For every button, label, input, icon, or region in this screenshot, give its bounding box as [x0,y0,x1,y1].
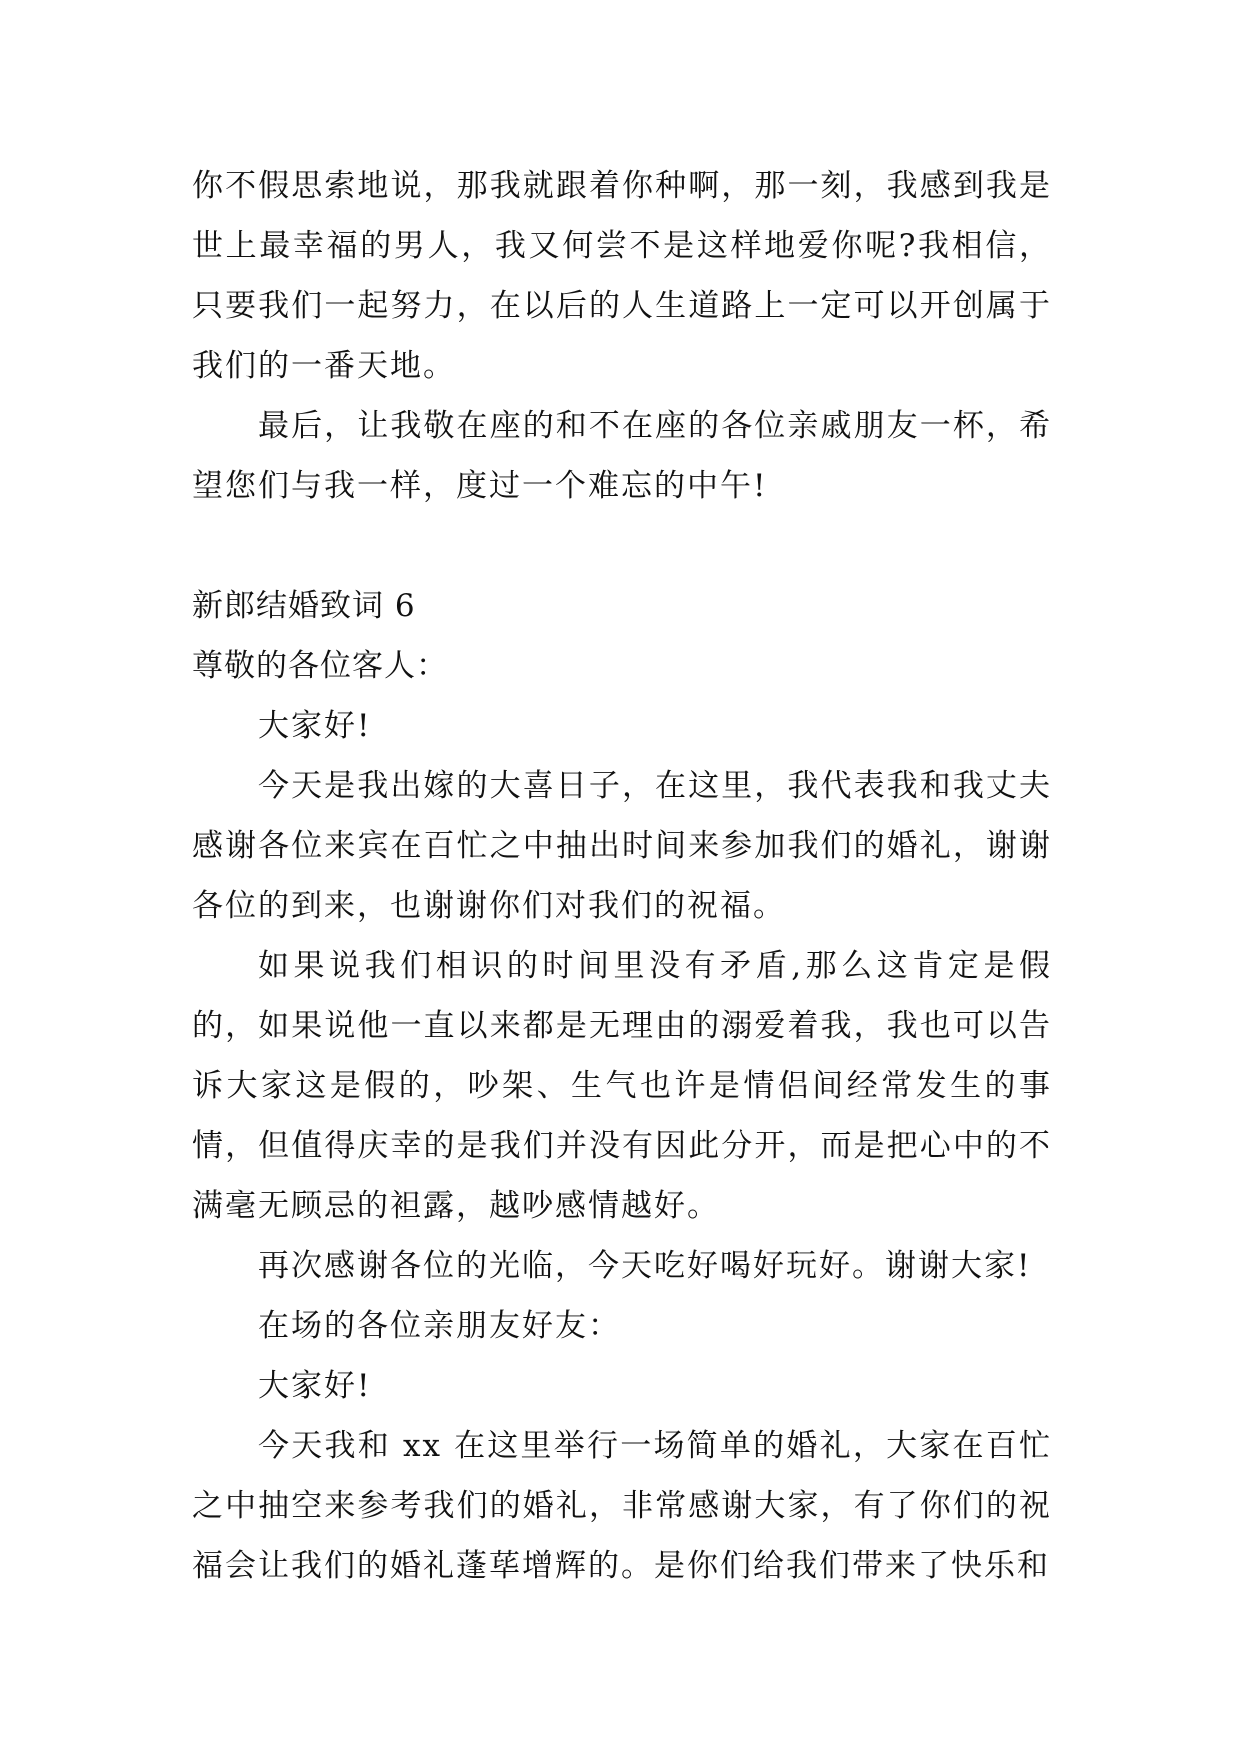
paragraph-toast: 最后，让我敬在座的和不在座的各位亲戚朋友一杯，希望您们与我一样，度过一个难忘的中午! [192,408,1052,504]
paragraph-continuation: 你不假思索地说，那我就跟着你种啊，那一刻，我感到我是世上最幸福的男人，我又何尝不是这样地爱你呢?我相信，只要我们一起努力，在以后的人生道路上一定可以开创属于我们的一番天地。 [192,168,1052,384]
salutation: 尊敬的各位客人： [192,648,448,684]
paragraph-greeting-2: 大家好! [258,1368,372,1404]
paragraph-wedding: 今天我和 xx 在这里举行一场简单的婚礼，大家在百忙之中抽空来参考我们的婚礼，非常感谢大家，有了你们的祝福会让我们的婚礼蓬荜增辉的。是你们给我们带来了快乐和 [192,1428,1052,1584]
paragraph-greeting: 大家好! [258,708,372,744]
paragraph-relationship: 如果说我们相识的时间里没有矛盾,那么这肯定是假的，如果说他一直以来都是无理由的溺爱着我，我也可以告诉大家这是假的，吵架、生气也许是情侣间经常发生的事情，但值得庆幸的是我们并没有因此分开，而是把心中的不满毫无顾忌的袒露，越吵感情越好。 [192,948,1052,1224]
paragraph-thanks: 今天是我出嫁的大喜日子，在这里，我代表我和我丈夫感谢各位来宾在百忙之中抽出时间来参加我们的婚礼，谢谢各位的到来，也谢谢你们对我们的祝福。 [192,768,1052,924]
section-gap [192,516,1052,576]
paragraph-closing-thanks: 再次感谢各位的光临，今天吃好喝好玩好。谢谢大家! [258,1248,1032,1284]
section-title: 新郎结婚致词 6 [192,588,416,624]
document-body [192,156,1052,1596]
paragraph-address: 在场的各位亲朋友好友： [258,1308,621,1344]
